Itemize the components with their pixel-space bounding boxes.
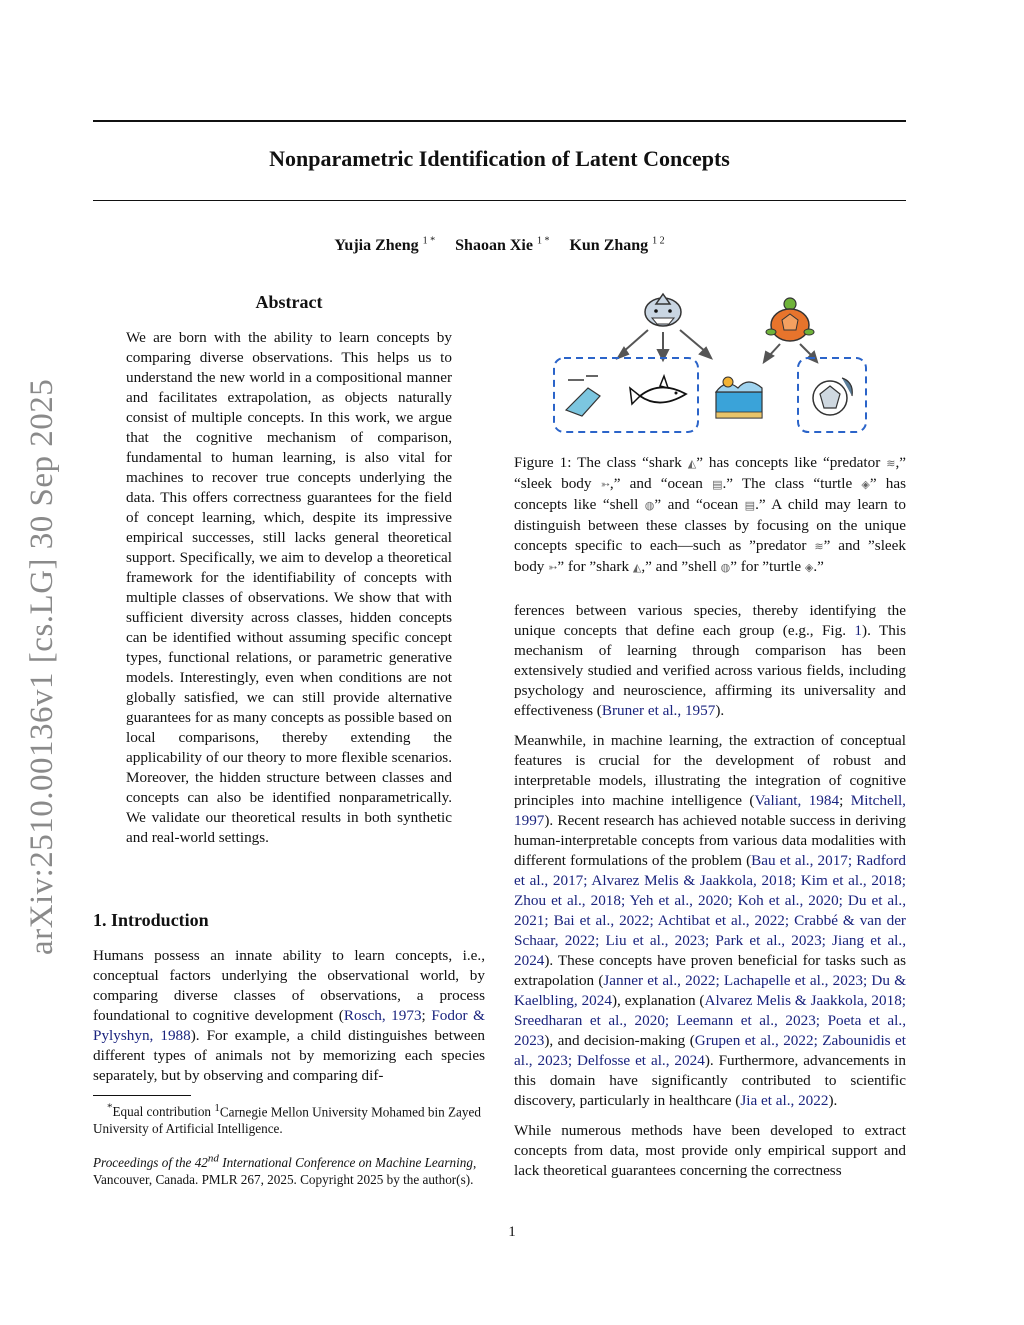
citation-link[interactable]: Jia et al., 2022 bbox=[740, 1092, 829, 1109]
citation-link[interactable]: Valiant, 1984 bbox=[754, 792, 840, 809]
turtle-icon bbox=[766, 298, 814, 341]
turtle-icon: ◈ bbox=[861, 479, 870, 491]
predator-icon: ≋ bbox=[886, 458, 896, 470]
abstract-heading: Abstract bbox=[255, 292, 323, 312]
shell-icon bbox=[813, 378, 852, 415]
section-heading-introduction: 1. Introduction bbox=[93, 910, 209, 930]
arxiv-identifier[interactable]: arXiv:2510.00136v1 [cs.LG] 30 Sep 2025 bbox=[24, 378, 60, 955]
page-number: 1 bbox=[508, 1224, 516, 1240]
body-paragraph: Meanwhile, in machine learning, the extraction of conceptual features is crucial for the development of robust and interpretable models, illustrating the integration of cognitive principles into machine intelligence (Valiant, 1984; Mitchell, 1997). Recent research has achieved notable success in deriving human-interpretable concepts from various data modalities with different formulations of the problem (Bau et al., 2017; Radford et al., 2017; Alvarez Melis & Jaakkola, 2018; Kim et al., 2018; Zhou et al., 2018; Yeh et al., 2020; Koh et al., 2020; Du et al., 2021; Bai et al., 2022; Achtibat et al., 2022; Crabbé & van der Schaar, 2022; Liu et al., 2023; Park et al., 2023; Jiang et al., 2024). These concepts have proven beneficial for tasks such as extrapolation (Janner et al., 2022; Lachapelle et al., 2023; Du & Kaelbling, 2024), explanation (Alvarez Melis & Jaakkola, 2018; Sreedharan et al., 2020; Leemann et al., 2023; Poeta et al., 2023), and decision-making (Grupen et al., 2022; Zabounidis et al., 2023; Delfosse et al., 2024). Furthermore, advancements in this domain have significantly contributed to scientific discovery, particularly in healthcare (Jia et al., 2022). bbox=[514, 732, 907, 1109]
citation-link[interactable]: Grupen et al., 2022; Zabounidis et al., 2023; Delfosse et al., 2024 bbox=[514, 1032, 906, 1069]
shark-icon: ◭ bbox=[632, 562, 642, 574]
figure-1-concepts bbox=[548, 292, 876, 440]
ocean-icon: ▤ bbox=[744, 500, 756, 512]
author: Kun Zhang $^{1 2}$ bbox=[569, 236, 665, 255]
turtle-icon: ◈ bbox=[804, 562, 814, 574]
author-list bbox=[93, 236, 906, 255]
ocean-icon: ▤ bbox=[712, 479, 723, 491]
shark-icon: ◭ bbox=[687, 458, 697, 470]
footnote-rule bbox=[93, 1095, 191, 1096]
sleek-body-icon bbox=[630, 376, 686, 404]
predator-icon bbox=[566, 376, 600, 416]
citation-link[interactable]: Janner et al., 2022; Lachapelle et al., 2023; Du & Kaelbling, 2024 bbox=[514, 972, 907, 1009]
citation-link[interactable]: Bau et al., 2017; Radford et al., 2017; Alvarez Melis & Jaakkola, 2018; Kim et al., 2018; Zhou et al., 2018; Yeh et al., 2020; Koh et al., 2020; Du et al., 2021; Bai et al., 2022; Achtibat et al., 2022; Crabbé & van der Schaar, 2022; Liu et al., 2023; Park et al., 2023; Jiang et al., 2024 bbox=[514, 852, 906, 969]
shell-icon: ◍ bbox=[720, 562, 731, 574]
shark-icon bbox=[645, 294, 681, 326]
author: Yujia Zheng $^{1 *}$ bbox=[334, 236, 436, 255]
citation-link[interactable]: Mitchell, 1997 bbox=[514, 792, 906, 829]
ocean-icon bbox=[716, 377, 762, 418]
citation-link[interactable]: Rosch, 1973 bbox=[343, 1007, 422, 1024]
citation-link[interactable]: Fodor & Pylyshyn, 1988 bbox=[93, 1007, 485, 1044]
author: Shaoan Xie $^{1 *}$ bbox=[455, 236, 550, 255]
citation-link[interactable]: Bruner et al., 1957 bbox=[601, 702, 716, 719]
shell-icon: ◍ bbox=[644, 500, 655, 512]
abstract-text: We are born with the ability to learn concepts by comparing diverse observations. This helps us to understand the new world in a compositional manner and facilitates extrapolation, as objects naturally consist of multiple concepts. In this work, we argue that the cognitive mechanism of comparison, fundamental to human learning, is also vital for machines to recover true concepts underlying the data. This offers correctness guarantees for the field of concept learning, which, despite its impressive empirical successes, still lacks general theoretical support. Specifically, we aim to develop a theoretical framework for the identifiability of concepts with multiple classes of observations. We show that with sufficient diversity across classes, hidden concepts can be identified without assuming specific concept types, functional relations, or parametric generative models. Interestingly, even when conditions are not globally satisfied, we can still provide alternative guarantees for as many concepts as possible based on local comparisons, thereby extending the applicability of our theory to more flexible scenarios. Moreover, the hidden structure between classes and concepts can also be identified nonparametrically. We validate our theoretical results in both synthetic and real-world settings. bbox=[126, 329, 452, 846]
right-column-body bbox=[514, 601, 906, 1191]
figure-reference-link[interactable]: 1 bbox=[854, 622, 863, 639]
sleek-body-icon: ➳ bbox=[600, 479, 610, 491]
body-paragraph: ferences between various species, thereby identifying the unique concepts that define each group (e.g., Fig. 1). This mechanism of learning through comparison has been extensively studied and verified across various fields, including psychology and neuroscience, affirming its universality and effectiveness (Bruner et al., 1957). bbox=[514, 602, 906, 719]
figure-1-caption: Figure 1: The class “shark ◭” has concepts like “predator ≋,” “sleek body ➳,” and “ocean ▤.” The class “turtle ◈” has concepts like “shell ◍” and “ocean ▤.” A child may learn to distinguish between these classes by focusing on the unique concepts specific to each—such as ”predator ≋” and ”sleek body ➳” for ”shark ◭,” and ”shell ◍” for ”turtle ◈.” bbox=[514, 453, 906, 578]
sleek-body-icon: ➳ bbox=[548, 562, 558, 574]
top-rule bbox=[93, 120, 906, 122]
title-bottom-rule bbox=[93, 200, 906, 201]
predator-icon: ≋ bbox=[814, 541, 824, 553]
body-paragraph: While numerous methods have been developed to extract concepts from data, most provide only empirical support and lack theoretical guarantees concerning the correctness bbox=[514, 1122, 906, 1179]
proceedings-note: Proceedings of the 42nd International Conference on Machine Learning, Vancouver, Canada. PMLR 267, 2025. Copyright 2025 by the author(s). bbox=[93, 1153, 477, 1188]
paper-title: Nonparametric Identification of Latent Concepts bbox=[269, 146, 730, 171]
introduction-paragraph: Humans possess an innate ability to learn concepts, i.e., conceptual factors underlying the observational world, by comparing diverse classes of observations, a process foundational to cognitive development (Rosch, 1973; Fodor & Pylyshyn, 1988). For example, a child distinguishes between different types of animals not by memorizing each species separately, but by observing and comparing dif- bbox=[93, 947, 486, 1084]
citation-link[interactable]: Alvarez Melis & Jaakkola, 2018; Sreedharan et al., 2020; Leemann et al., 2023; Poeta et al., 2023 bbox=[514, 992, 907, 1049]
footnote: *Equal contribution $^1$Carnegie Mellon University Mohamed bin Zayed University of Artificial Intelligence. bbox=[93, 1102, 481, 1137]
